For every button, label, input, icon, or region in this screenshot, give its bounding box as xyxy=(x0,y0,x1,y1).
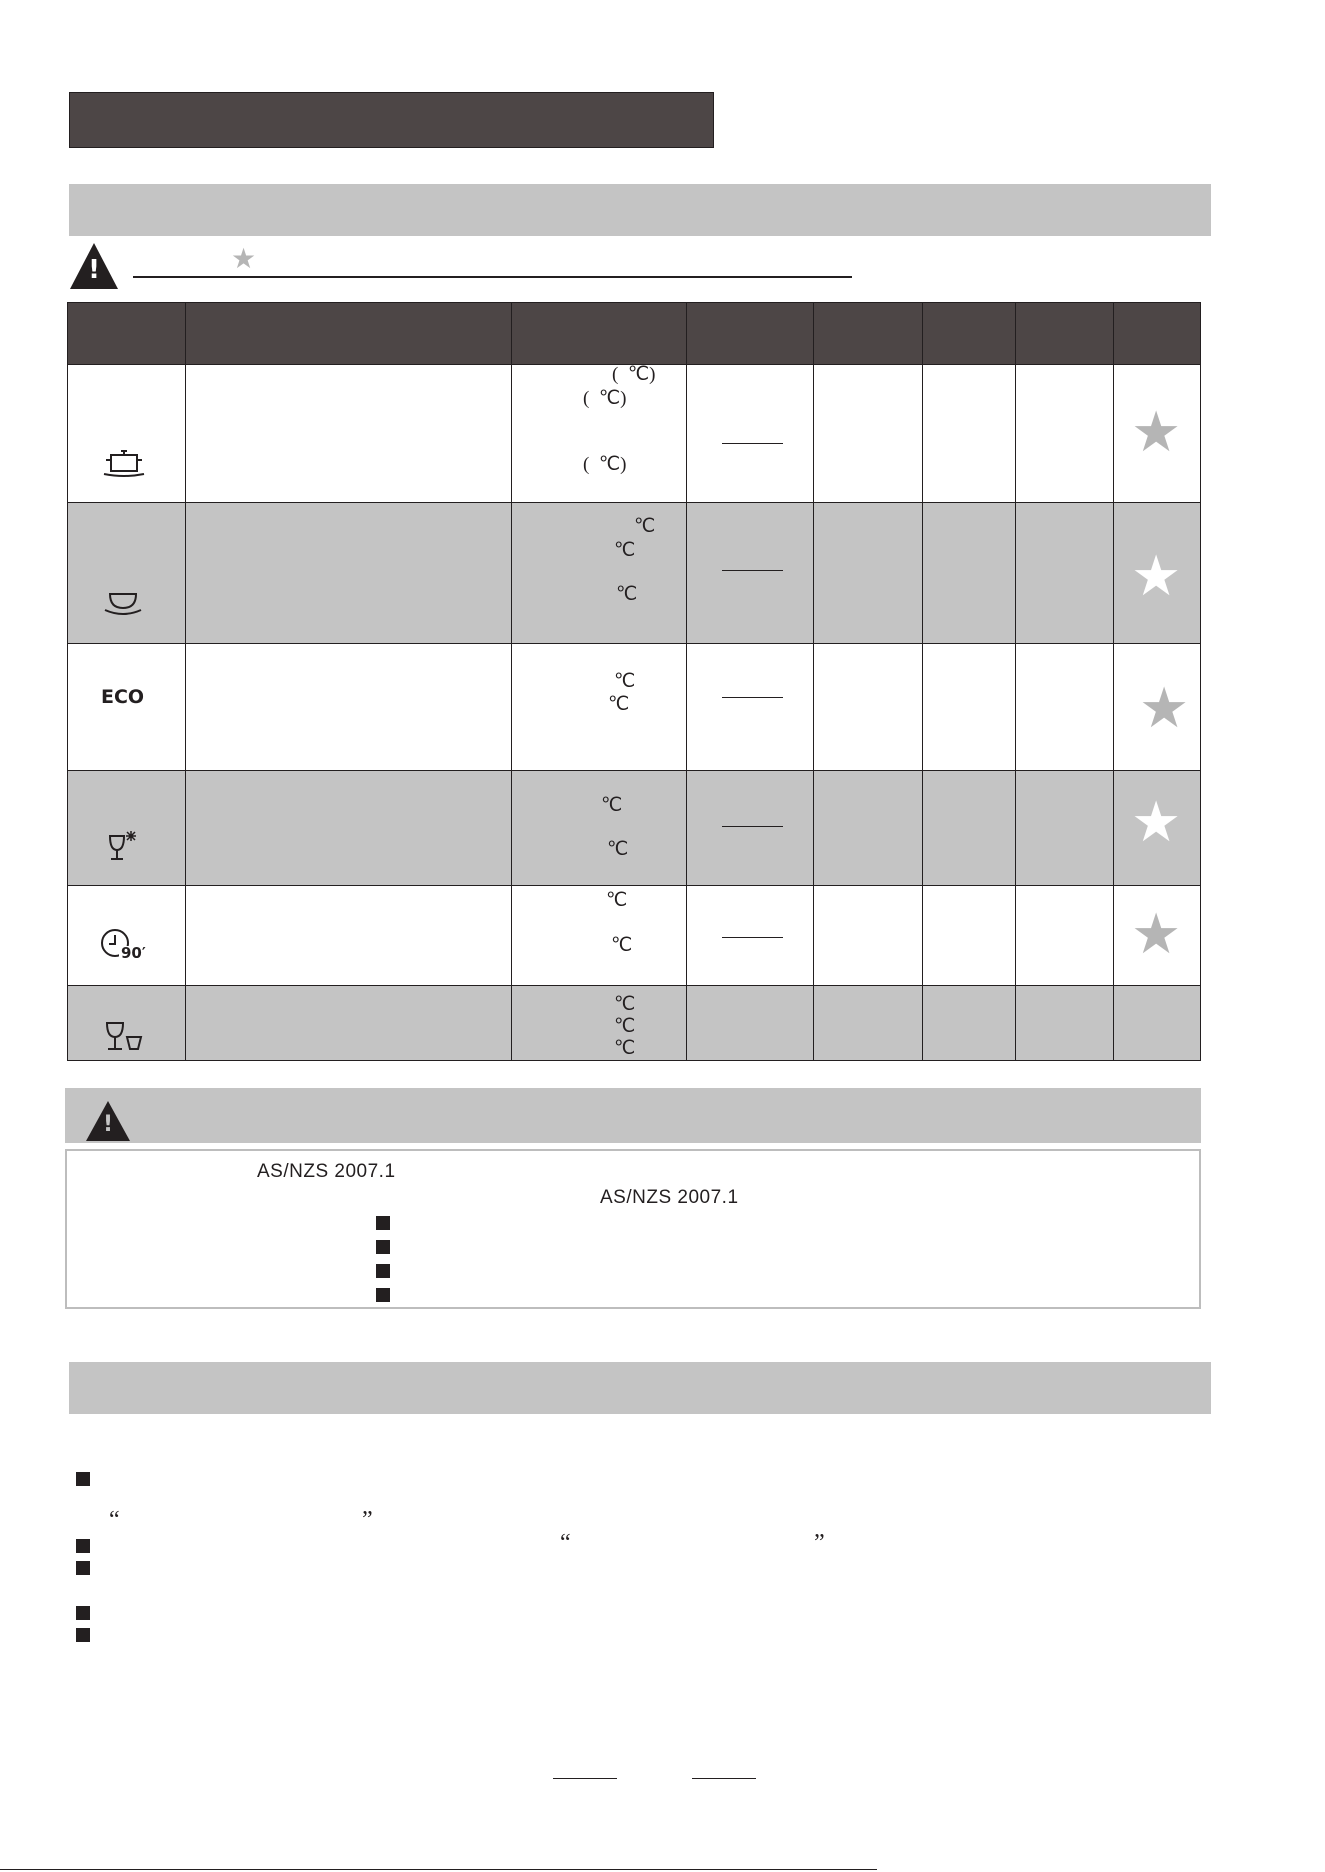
rating-star-icon: ★ xyxy=(1131,544,1182,609)
rating-star-icon: ★ xyxy=(1131,902,1182,967)
legend-star-icon: ★ xyxy=(231,242,257,275)
standard-reference: AS/NZS 2007.1 xyxy=(257,1161,396,1182)
temp-label: ( ℃) xyxy=(583,454,627,475)
eco-icon: ECO xyxy=(101,686,145,708)
table-column-rule xyxy=(813,302,814,1061)
bullet-square-icon xyxy=(76,1628,90,1642)
clock-90-label: 90′ xyxy=(121,944,146,962)
bullet-square-icon xyxy=(376,1240,390,1254)
bullet-square-icon xyxy=(76,1472,90,1486)
quote-mark-open: “ xyxy=(560,1530,571,1556)
table-rule xyxy=(67,770,1201,771)
temp-label: ℃ xyxy=(614,1016,636,1037)
rating-star-icon: ★ xyxy=(1131,790,1182,855)
table-rule xyxy=(67,885,1201,886)
bullet-square-icon xyxy=(376,1288,390,1302)
glass-sparkle-icon xyxy=(107,830,137,864)
temp-label: ℃ xyxy=(634,516,656,537)
table-column-rule xyxy=(1113,302,1114,1061)
warning-icon: ! xyxy=(70,243,118,289)
program-chart-header-band xyxy=(69,184,1211,236)
temp-label: ℃ xyxy=(614,994,636,1015)
page-bottom-rule xyxy=(0,1869,877,1870)
bowl-icon xyxy=(103,590,143,618)
temp-label: ( ℃) xyxy=(612,364,656,385)
blank-underline xyxy=(553,1778,617,1779)
glass-cup-icon xyxy=(104,1020,154,1054)
table-rule xyxy=(67,643,1201,644)
quote-mark-open: “ xyxy=(109,1507,120,1533)
not-applicable-dash xyxy=(722,937,783,938)
section-header-band xyxy=(69,1362,1211,1414)
bullet-square-icon xyxy=(376,1216,390,1230)
rating-star-icon: ★ xyxy=(1131,400,1182,465)
bullet-square-icon xyxy=(376,1264,390,1278)
rating-star-icon: ★ xyxy=(1139,676,1190,741)
section-title-bar xyxy=(69,92,714,148)
temp-label: ℃ xyxy=(601,795,623,816)
not-applicable-dash xyxy=(722,570,783,571)
bullet-square-icon xyxy=(76,1539,90,1553)
temp-label: ℃ xyxy=(607,839,629,860)
not-applicable-dash xyxy=(722,826,783,827)
quote-mark-close: ” xyxy=(814,1530,825,1556)
table-column-rule xyxy=(1015,302,1016,1061)
quote-mark-close: ” xyxy=(362,1507,373,1533)
pot-icon xyxy=(102,448,146,478)
temp-label: ℃ xyxy=(614,671,636,692)
table-column-rule xyxy=(922,302,923,1061)
table-column-rule xyxy=(185,302,186,1061)
table-column-rule xyxy=(686,302,687,1061)
temp-label: ( ℃) xyxy=(583,388,627,409)
temp-label: ℃ xyxy=(614,1038,636,1059)
legend-underline xyxy=(133,276,852,278)
table-rule xyxy=(67,502,1201,503)
note-header-band xyxy=(65,1088,1201,1143)
table-column-rule xyxy=(511,302,512,1061)
not-applicable-dash xyxy=(722,443,783,444)
temp-label: ℃ xyxy=(611,935,633,956)
table-rule xyxy=(67,985,1201,986)
temp-label: ℃ xyxy=(606,890,628,911)
blank-underline xyxy=(692,1778,756,1779)
note-box xyxy=(65,1149,1201,1309)
temp-label: ℃ xyxy=(614,540,636,561)
bullet-square-icon xyxy=(76,1606,90,1620)
temp-label: ℃ xyxy=(616,584,638,605)
not-applicable-dash xyxy=(722,697,783,698)
standard-reference: AS/NZS 2007.1 xyxy=(600,1187,739,1208)
temp-label: ℃ xyxy=(608,694,630,715)
note-warning-icon: ! xyxy=(86,1101,130,1143)
bullet-square-icon xyxy=(76,1561,90,1575)
